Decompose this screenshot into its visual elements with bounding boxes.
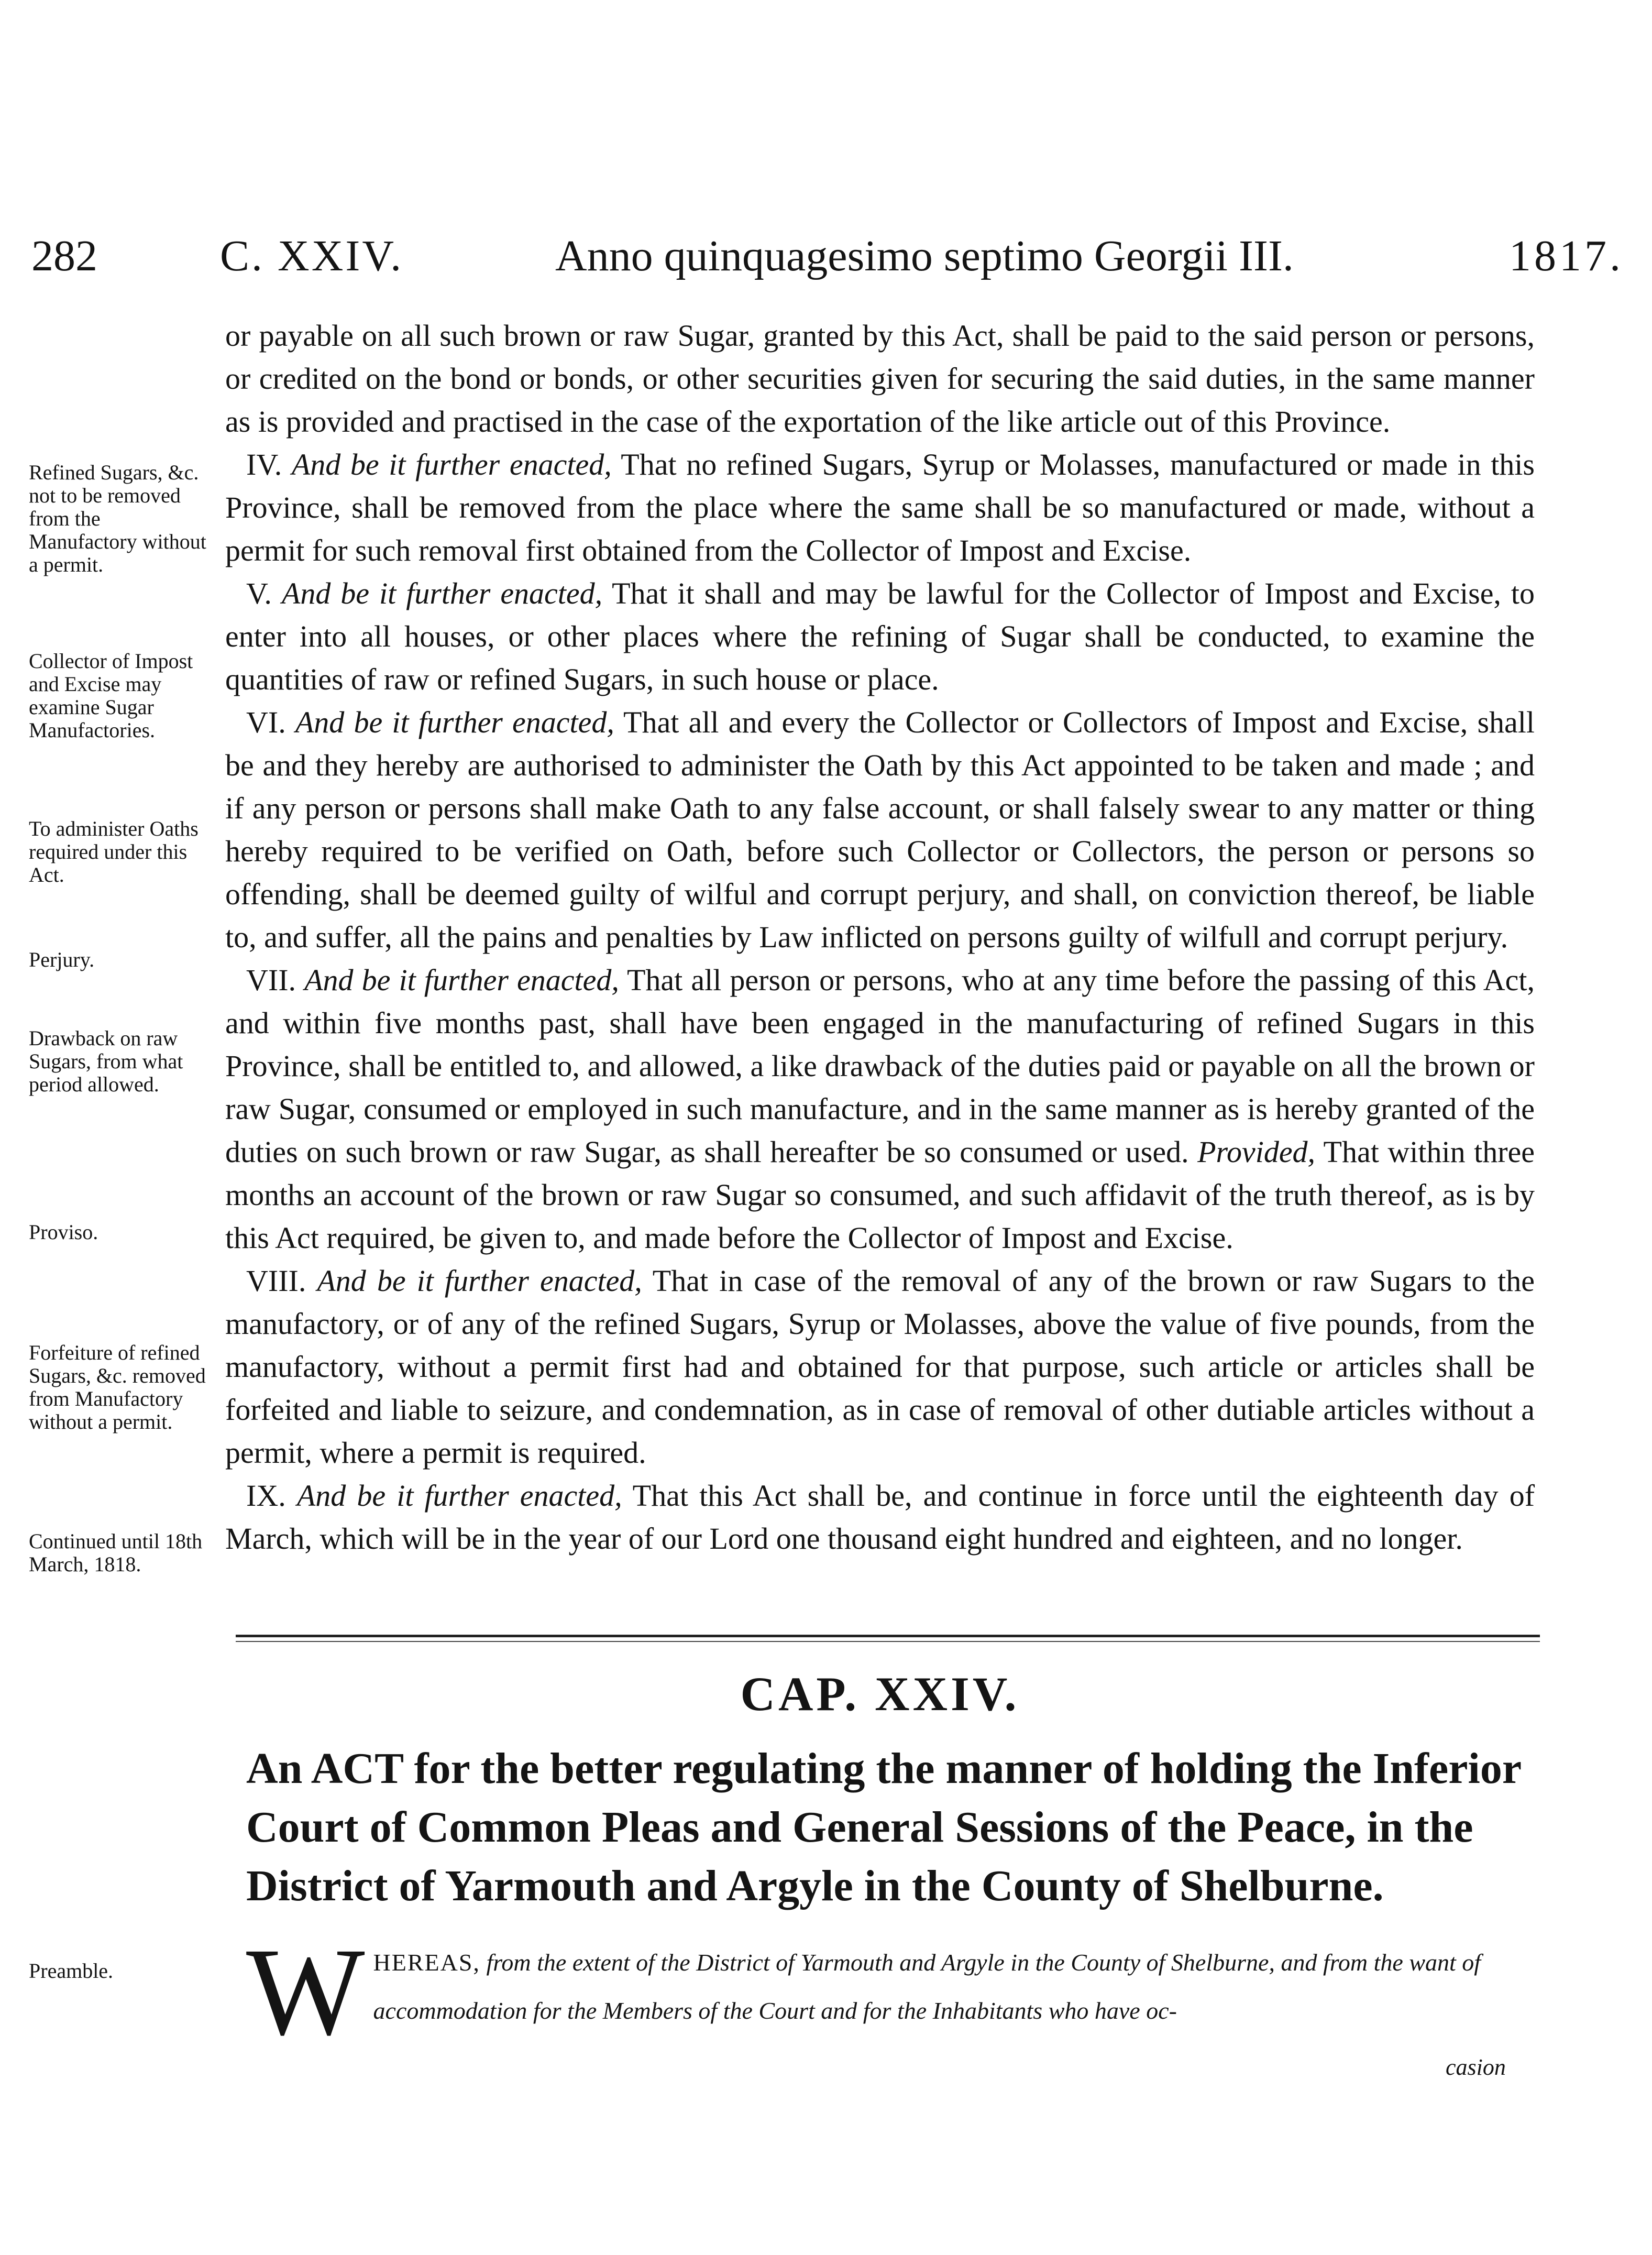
section-number: VIII. (246, 1264, 306, 1298)
running-header (31, 231, 1624, 288)
margin-note-refined-sugars: Refined Sugars, &c. not to be removed from the Manufactory without a permit. (29, 461, 206, 576)
running-title: Anno quinquagesimo septimo Georgii III. (555, 232, 1294, 280)
section-v (225, 572, 1535, 701)
margin-note-perjury: Perjury. (29, 948, 95, 971)
section-text: That no refined Sugars, Syrup or Molasses, manufactured or made in this Province, shall be removed from the place where the same shall be so manufactured or made, without a permit for such removal first obtained from the Collector of Impost and Excise. (225, 447, 1535, 567)
divider-rule (236, 1635, 1540, 1637)
margin-note-collector: Collector of Impost and Excise may examine Sugar Manufactories. (29, 649, 193, 742)
section-text: That this Act shall be, and continue in force until the eighteenth day of March, which will be in the year of our Lord one thousand eight hundred and eighteen, and no longer. (225, 1479, 1535, 1556)
header-year: 1817. (1509, 232, 1624, 280)
enacting-clause: And be it further enacted, (291, 447, 612, 481)
section-text: That all and every the Collector or Collectors of Impost and Excise, shall be and they hereby are authorised to administer the Oath by this Act appointed to be taken and made ; and if any person or persons shall make Oath to any false account, or shall falsely swear to any matter or thing hereby required to be verified on Oath, before such Collector or Collectors, the person or persons so offending, shall be deemed guilty of wilful and corrupt perjury, and shall, on conviction thereof, be liable to, and suffer, all the pains and penalties by Law inflicted on persons guilty of wilfull and corrupt perjury. (225, 705, 1535, 954)
section-text: That it shall and may be lawful for the Collector of Impost and Excise, to enter into all houses, or other places where the refining of Sugar shall be conducted, to examine the quantities of raw or refined Sugars, in such house or place. (225, 576, 1535, 696)
margin-note-drawback: Drawback on raw Sugars, from what period allowed. (29, 1026, 183, 1096)
proviso-clause: Provided, (1197, 1135, 1316, 1169)
section-iv (225, 443, 1535, 572)
enacting-clause: And be it further enacted, (295, 705, 614, 739)
margin-note-preamble: Preamble. (29, 1959, 114, 1983)
page-number: 282 (31, 232, 97, 280)
preamble-opening: HEREAS, (373, 1949, 480, 1976)
act-body (225, 314, 1535, 1560)
margin-note-forfeiture: Forfeiture of refined Sugars, &c. removed from Manufactory without a permit. (29, 1341, 206, 1433)
section-vi (225, 701, 1535, 959)
drop-cap: W (246, 1922, 365, 2061)
section-number: V. (246, 576, 272, 610)
section-vii (225, 959, 1535, 1260)
section-text: That in case of the removal of any of the brown or raw Sugars to the manufactory, or of any of the refined Sugars, Syrup or Molasses, above the value of five pounds, from the manufactory, without a permit first had and obtained for that purpose, such article or articles shall be forfeited and liable to seizure, and condemnation, as in case of removal of other dutiable articles without a permit, where a permit is required. (225, 1264, 1535, 1470)
preamble-body: from the extent of the District of Yarmouth and Argyle in the County of Shelburne, and from the want of accommodation for the Members of the Court and for the Inhabitants who have oc- (373, 1949, 1481, 2024)
catchword: casion (1446, 2054, 1506, 2080)
enacting-clause: And be it further enacted, (296, 1479, 622, 1513)
margin-note-continued: Continued until 18th March, 1818. (29, 1529, 203, 1576)
continuation-paragraph: or payable on all such brown or raw Sugar, granted by this Act, shall be paid to the said person or persons, or credited on the bond or bonds, or other securities given for securing the said duties, in the same manner as is provided and practised in the case of the exportation of the like article out of this Province. (225, 319, 1535, 439)
enacting-clause: And be it further enacted, (317, 1264, 642, 1298)
chapter-number: C. XXIV. (220, 232, 404, 280)
section-text: That all person or persons, who at any time before the passing of this Act, and within five months past, shall have been engaged in the manufacturing of refined Sugars in this Province, shall be entitled to, and allowed, a like drawback of the duties paid or payable on all the brown or raw Sugar, consumed or employed in such manufacture, and in the same manner as is hereby granted of the duties on such brown or raw Sugar, as shall hereafter be so consumed or used. (225, 963, 1535, 1169)
proviso-text: That within three months an account of the brown or raw Sugar so consumed, and such affidavit of the truth thereof, as is by this Act required, be given to, and made before the Collector of Impost and Excise. (225, 1135, 1535, 1255)
margin-note-oaths: To administer Oaths required under this Act. (29, 817, 199, 886)
section-ix (225, 1474, 1535, 1560)
section-viii (225, 1260, 1535, 1474)
act-title: An ACT for the better regulating the manner of holding the Inferior Court of Common Pleas and General Sessions of the Peace, in the District of Yarmouth and Argyle in the County of Shelburne. (246, 1744, 1521, 1910)
section-number: IX. (246, 1479, 286, 1513)
section-number: IV. (246, 447, 282, 481)
section-number: VI. (246, 705, 286, 739)
cap-heading: CAP. XXIV. (740, 1667, 1020, 1721)
enacting-clause: And be it further enacted, (281, 576, 603, 610)
preamble-text (246, 1922, 1524, 2061)
section-number: VII. (246, 963, 296, 997)
divider-rule-thin (236, 1641, 1540, 1642)
enacting-clause: And be it further enacted, (304, 963, 619, 997)
margin-note-proviso: Proviso. (29, 1220, 98, 1244)
